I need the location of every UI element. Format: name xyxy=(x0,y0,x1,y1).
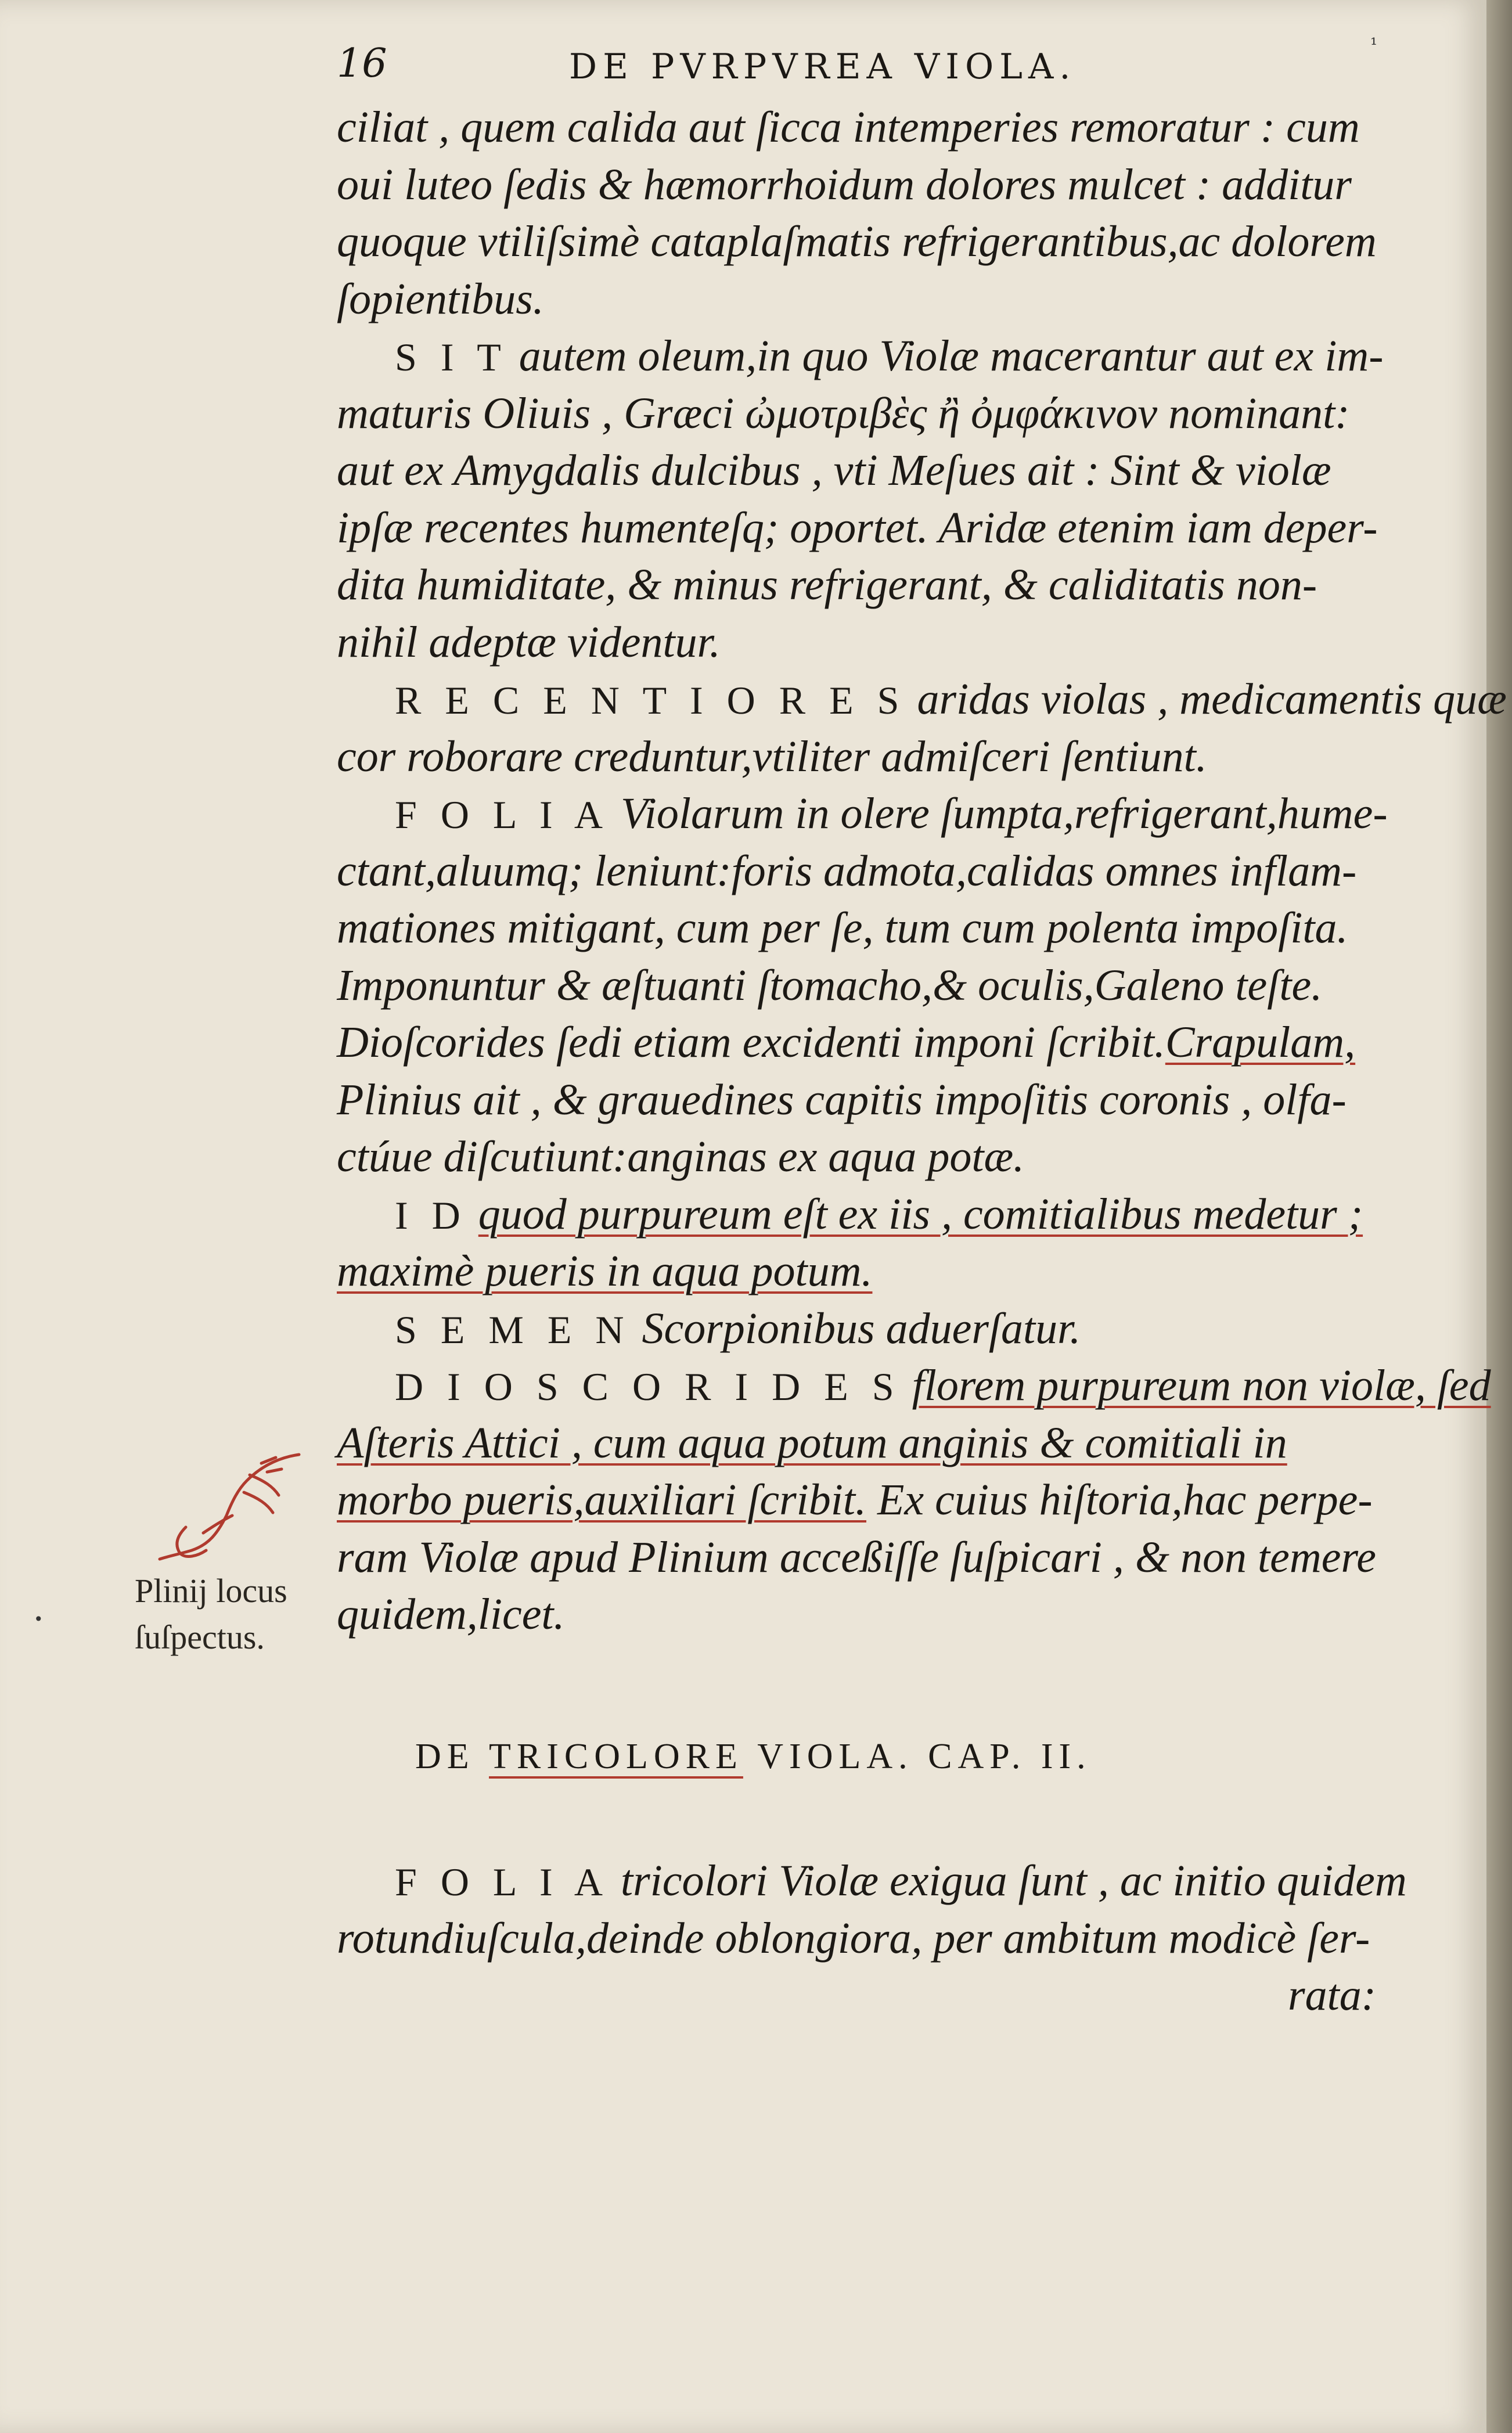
text-line: ipſæ recentes humenteſq; oportet. Aridæ etenim iam deper- xyxy=(337,503,1378,552)
text-line: quidem,licet. xyxy=(337,1590,565,1639)
chapter-heading: DE TRICOLORE VIOLA. CAP. II. xyxy=(415,1737,1092,1776)
text-line: aut ex Amygdalis dulcibus , vti Meſues ait : Sint & violæ xyxy=(337,446,1331,495)
text-line: morbo pueris,auxiliari ſcribit. Ex cuius hiſtoria,hac perpe- xyxy=(337,1475,1373,1524)
page-edge xyxy=(1486,0,1512,2433)
text-line: quoque vtiliſsimè cataplaſmatis refrigerantibus,ac dolorem xyxy=(337,217,1377,266)
text-line: ſopientibus. xyxy=(337,274,544,323)
text-line: rotundiuſcula,deinde oblongiora, per ambitum modicè ſer- xyxy=(337,1913,1370,1963)
chapter-text xyxy=(337,1852,1407,2024)
catchword: rata: xyxy=(1288,1971,1376,2020)
text-line: ctant,aluumq; leniunt:foris admota,calidas omnes inflam- xyxy=(337,846,1357,895)
underlined-text: Aſteris Attici , cum aqua potum anginis & comitiali in xyxy=(337,1418,1287,1467)
underlined-text: morbo pueris,auxiliari ſcribit. xyxy=(337,1475,866,1524)
paragraph-start xyxy=(337,1357,1491,1415)
paragraph-start: F O L I A tricolori Violæ exigua ſunt , ac initio quidem xyxy=(395,1856,1407,1905)
text-line: ciliat , quem calida aut ſicca intemperies remoratur : cum xyxy=(337,103,1360,152)
text-line: ctúue diſcutiunt:anginas ex aqua potæ. xyxy=(337,1132,1025,1181)
page-header xyxy=(337,41,1382,93)
paragraph-start: F O L I A Violarum in olere ſumpta,refrigerant,hume- xyxy=(395,789,1388,838)
margin-dot: • xyxy=(34,1610,44,1629)
page-number: 16 xyxy=(337,41,387,87)
running-title: DE PVRPVREA VIOLA. xyxy=(569,46,1077,87)
text-line xyxy=(337,1243,1376,1300)
paragraph-lead: R E C E N T I O R E S xyxy=(395,678,906,722)
margin-note-line: Plinij locus xyxy=(135,1572,287,1610)
text-line xyxy=(337,1415,1376,1472)
main-text xyxy=(337,99,1507,1643)
paragraph-lead: F O L I A xyxy=(395,793,610,837)
paragraph-start xyxy=(337,1186,1376,1243)
paragraph-lead: S I T xyxy=(395,335,508,379)
text-line: mationes mitigant, cum per ſe, tum cum polenta impoſita. xyxy=(337,904,1348,952)
underlined-text: maximè pueris in aqua potum. xyxy=(337,1247,873,1295)
text-line: Dioſcorides ſedi etiam excidenti imponi ſcribit.Crapulam, xyxy=(337,1018,1356,1067)
text-line: Plinius ait , & grauedines capitis impoſitis coronis , olfa- xyxy=(337,1075,1347,1124)
text-line: maturis Oliuis , Græci ὠμοτριβὲς ἢ ὀμφάκινον nominant: xyxy=(337,388,1350,438)
paragraph-start: S E M E N Scorpionibus aduerſatur. xyxy=(395,1304,1081,1353)
text-line: cor roborare creduntur,vtiliter admiſceri ſentiunt. xyxy=(337,732,1207,781)
paragraph-lead: F O L I A xyxy=(395,1860,610,1904)
paragraph-lead: S E M E N xyxy=(395,1307,631,1352)
pointing-hand-icon xyxy=(151,1440,302,1568)
paragraph-start: S I T autem oleum,in quo Violæ macerantur aut ex im- xyxy=(395,332,1384,380)
underlined-text: quod purpureum eſt ex iis , comitialibus medetur ; xyxy=(478,1189,1363,1239)
paragraph-lead: I D xyxy=(395,1193,467,1237)
text-line: nihil adeptæ videntur. xyxy=(337,617,721,667)
text-line: Imponuntur & æſtuanti ſtomacho,& oculis,Galeno teſte. xyxy=(337,960,1323,1010)
corner-mark: ¹ xyxy=(1370,35,1378,55)
paragraph-start: R E C E N T I O R E S aridas violas , medicamentis quæ xyxy=(395,675,1507,724)
margin-note-line: ſuſpectus. xyxy=(135,1618,265,1656)
text-line: dita humiditate, & minus refrigerant, & caliditatis non- xyxy=(337,560,1317,609)
paragraph-lead: D I O S C O R I D E S xyxy=(395,1365,901,1409)
underlined-text: Crapulam, xyxy=(1165,1018,1356,1067)
underlined-text: TRICOLORE xyxy=(489,1737,743,1776)
underlined-text: florem purpureum non violæ, ſed xyxy=(912,1361,1491,1410)
text-line: oui luteo ſedis & hæmorrhoidum dolores mulcet : additur xyxy=(337,160,1352,209)
margin-note xyxy=(135,1568,332,1661)
text-line: ram Violæ apud Plinium acceßiſſe ſuſpicari , & non temere xyxy=(337,1532,1376,1582)
